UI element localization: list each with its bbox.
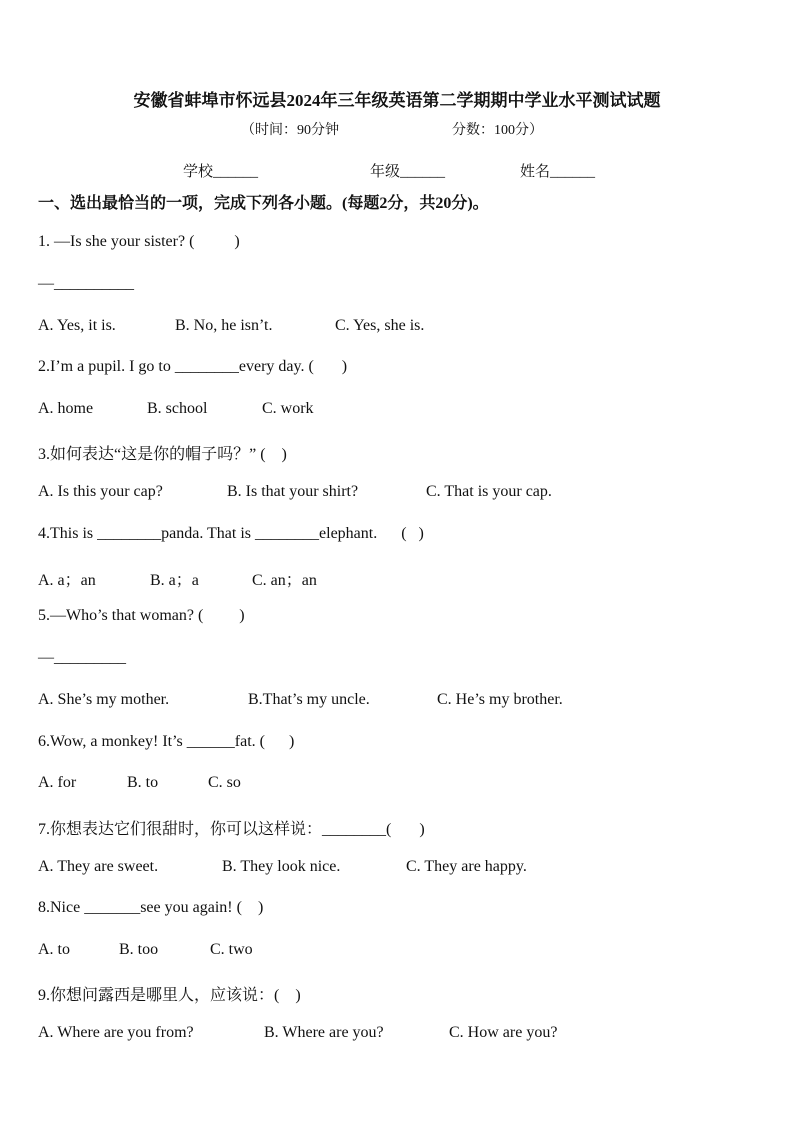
q1-option-c: C. Yes, she is. [335, 317, 425, 334]
q2-option-a: A. home [38, 400, 94, 417]
q3-option-b: B. Is that your shirt? [227, 483, 359, 500]
q7-option-c: C. They are happy. [406, 858, 527, 875]
q3-option-a: A. Is this your cap? [38, 483, 163, 500]
q8-option-a: A. to [38, 941, 70, 958]
q2-option-b: B. school [147, 400, 208, 417]
q5-option-c: C. He’s my brother. [437, 691, 563, 708]
q8-option-b: B. too [119, 941, 159, 958]
q6-option-a: A. for [38, 774, 77, 791]
q3-option-c: C. That is your cap. [426, 483, 552, 500]
question-1: 1. —Is she your sister? ( ) [38, 233, 240, 250]
q9-option-c: C. How are you? [449, 1024, 558, 1041]
section-heading: 一、选出最恰当的一项，完成下列各小题。(每题2分，共20分)。 [38, 195, 489, 212]
q8-option-c: C. two [210, 941, 253, 958]
question-4: 4.This is ________panda. That is ________elephant. ( ) [38, 525, 424, 542]
exam-score: 分数：100分） [452, 123, 543, 138]
q7-option-a: A. They are sweet. [38, 858, 159, 875]
answer-line-5: —_________ [38, 649, 126, 666]
question-6: 6.Wow, a monkey! It’s ______fat. ( ) [38, 733, 295, 750]
question-7: 7.你想表达它们很甜时，你可以这样说：________( ) [38, 821, 425, 838]
q5-option-b: B.That’s my uncle. [248, 691, 370, 708]
q1-option-b: B. No, he isn’t. [175, 317, 273, 334]
q6-option-c: C. so [208, 774, 241, 791]
q2-option-c: C. work [262, 400, 314, 417]
q4-option-b: B. a；a [150, 572, 199, 589]
question-2: 2.I’m a pupil. I go to ________every day. ( ) [38, 358, 348, 375]
answer-line-1: —__________ [38, 275, 134, 292]
q4-option-c: C. an；an [252, 572, 317, 589]
name-field: 姓名______ [520, 164, 596, 180]
grade-field: 年级______ [370, 164, 446, 180]
page-title: 安徽省蚌埠市怀远县2024年三年级英语第二学期期中学业水平测试试题 [133, 91, 661, 110]
exam-time: （时间：90分钟 [241, 123, 339, 138]
q5-option-a: A. She’s my mother. [38, 691, 170, 708]
school-field: 学校______ [183, 164, 259, 180]
question-5: 5.—Who’s that woman? ( ) [38, 607, 245, 624]
question-8: 8.Nice _______see you again! ( ) [38, 899, 264, 916]
question-3: 3.如何表达“这是你的帽子吗？” ( ) [38, 446, 287, 463]
q7-option-b: B. They look nice. [222, 858, 341, 875]
q1-option-a: A. Yes, it is. [38, 317, 116, 334]
q4-option-a: A. a；an [38, 572, 96, 589]
q9-option-a: A. Where are you from? [38, 1024, 194, 1041]
q9-option-b: B. Where are you? [264, 1024, 384, 1041]
q6-option-b: B. to [127, 774, 159, 791]
question-9: 9.你想问露西是哪里人，应该说：( ) [38, 987, 301, 1004]
